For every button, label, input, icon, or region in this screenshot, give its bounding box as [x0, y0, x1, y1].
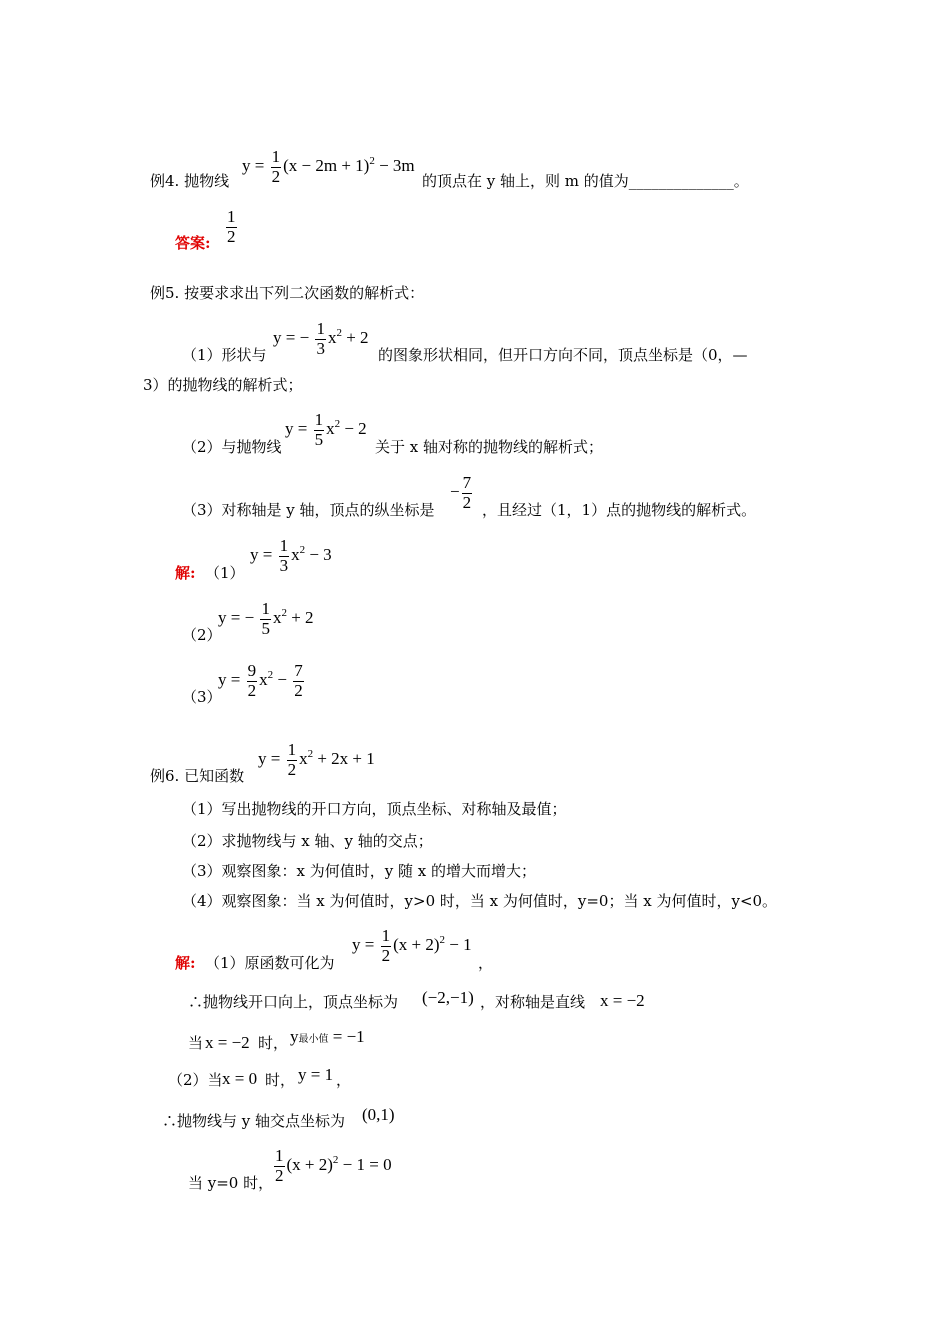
numerator: 1 — [287, 740, 297, 759]
ex4-formula — [242, 148, 415, 186]
ex6-s1-formula — [352, 927, 472, 965]
formula-part: (x + 2) — [286, 1155, 333, 1175]
ex5-sol1-formula — [250, 537, 332, 575]
variable: x — [291, 545, 300, 565]
fraction — [260, 600, 271, 638]
numerator: 1 — [271, 147, 281, 166]
numerator: 1 — [314, 410, 324, 429]
ex6-s5-point: (0,1) — [362, 1105, 395, 1124]
fraction — [279, 537, 290, 575]
formula-tail: − 3m — [374, 156, 415, 176]
numerator: 1 — [275, 1146, 284, 1165]
numerator: 1 — [261, 599, 270, 618]
denominator: 2 — [227, 226, 236, 246]
ex6-s6-prefix: 当 y=0 时， — [188, 1174, 274, 1192]
formula-tail: + 2 — [286, 608, 314, 628]
denominator: 2 — [381, 945, 391, 965]
numerator: 1 — [316, 319, 325, 338]
fraction — [247, 662, 258, 700]
ex6-q3: （3）观察图象：x 为何值时，y 随 x 的增大而增大； — [182, 862, 537, 880]
fraction — [274, 1147, 285, 1185]
variable: y — [290, 1027, 299, 1046]
ex5-q3-formula — [450, 474, 474, 512]
ex5-q1-suffix: 的图象形状相同，但开口方向不同，顶点坐标是（0，— — [378, 346, 748, 364]
exponent: 2 — [267, 669, 274, 682]
formula-tail: + 2 — [341, 328, 369, 348]
fraction — [462, 474, 473, 512]
numerator: 1 — [279, 536, 289, 555]
ex4-suffix: 的顶点在 y 轴上，则 m 的值为______________。 — [422, 172, 749, 190]
fraction — [226, 208, 237, 246]
ex6-s5-prefix: ∴抛物线与 y 轴交点坐标为 — [162, 1112, 346, 1130]
ex5-q1-formula — [273, 320, 369, 358]
formula-tail: = −1 — [328, 1027, 365, 1046]
exponent: 2 — [334, 418, 341, 431]
ex5-sol3-prefix: （3） — [182, 688, 222, 706]
ex6-q1: （1）写出抛物线的开口方向，顶点坐标、对称轴及最值； — [182, 800, 567, 818]
exponent: 2 — [439, 934, 446, 947]
fraction — [315, 320, 326, 358]
ex6-s3-x: x = −2 — [205, 1033, 250, 1052]
ex5-q2-suffix: 关于 x 轴对称的抛物线的解析式； — [375, 438, 603, 456]
formula-lhs: y = — [258, 749, 281, 769]
ex5-sol3-formula — [218, 662, 306, 700]
numerator: 1 — [227, 207, 236, 226]
ex6-s2-mid: ，对称轴是直线 — [480, 993, 586, 1011]
minus-sign: − — [450, 482, 460, 502]
ex6-s4-prefix: （2）当 — [168, 1071, 223, 1089]
subscript: 最小值 — [298, 1034, 329, 1045]
formula-lhs: y = — [250, 545, 273, 565]
formula-tail: − 1 = 0 — [338, 1155, 392, 1175]
exponent: 2 — [369, 155, 375, 168]
variable: x — [326, 419, 335, 439]
ex5-sol1-prefix: （1） — [205, 564, 245, 582]
ex6-s2-vertex: (−2,−1) — [422, 988, 474, 1007]
ex6-s4-x: x = 0 — [222, 1069, 258, 1088]
denominator: 2 — [247, 680, 257, 700]
fraction — [381, 927, 392, 965]
numerator: 7 — [294, 661, 303, 680]
formula-lhs: y = − — [218, 608, 255, 628]
fraction — [314, 411, 325, 449]
formula-tail: + 2x + 1 — [313, 749, 375, 769]
ex5-sol2-formula — [218, 600, 314, 638]
formula-lhs: y = — [285, 419, 308, 439]
ex6-s1-prefix: （1）原函数可化为 — [205, 954, 335, 972]
ex6-prefix: 例6. 已知函数 — [150, 767, 245, 785]
ex5-title: 例5. 按要求求出下列二次函数的解析式： — [150, 284, 425, 302]
ex6-s3-prefix: 当 — [188, 1034, 204, 1052]
denominator: 5 — [314, 429, 324, 449]
formula-lhs: y = — [242, 156, 265, 176]
ex4-answer-label: 答案: — [175, 234, 211, 252]
numerator: 9 — [247, 661, 257, 680]
variable: x — [259, 670, 268, 690]
exponent: 2 — [332, 1154, 339, 1167]
numerator: 1 — [381, 926, 391, 945]
denominator: 5 — [261, 618, 270, 638]
denominator: 2 — [287, 759, 297, 779]
ex6-solution-label: 解: — [175, 954, 196, 972]
exponent: 2 — [281, 607, 287, 620]
denominator: 2 — [294, 680, 303, 700]
denominator: 3 — [279, 555, 289, 575]
formula-part: − — [273, 670, 292, 690]
formula-tail: − 2 — [340, 419, 367, 439]
exponent: 2 — [307, 748, 314, 761]
ex5-q3-prefix: （3）对称轴是 y 轴，顶点的纵坐标是 — [182, 501, 435, 519]
ex6-s4-comma: ， — [336, 1071, 352, 1089]
ex6-s1-comma: ， — [478, 954, 494, 972]
ex6-s3-mid: 时， — [258, 1034, 289, 1052]
formula-part: (x − 2m + 1) — [283, 156, 370, 176]
ex5-q1-line2: 3）的抛物线的解析式； — [143, 376, 303, 394]
numerator: 7 — [462, 473, 472, 492]
ex5-q2-prefix: （2）与抛物线 — [182, 438, 282, 456]
ex6-q2: （2）求抛物线与 x 轴、y 轴的交点； — [182, 832, 433, 850]
formula-part: (x + 2) — [393, 935, 440, 955]
ex6-s2-prefix: ∴抛物线开口向上，顶点坐标为 — [188, 993, 399, 1011]
denominator: 2 — [275, 1165, 284, 1185]
ex6-s6-formula — [272, 1147, 392, 1185]
ex6-formula — [258, 741, 375, 779]
ex6-s3-formula — [290, 1028, 365, 1045]
ex5-sol2-prefix: （2） — [182, 626, 222, 644]
variable: x — [299, 749, 308, 769]
variable: x — [327, 328, 337, 348]
formula-lhs: y = − — [273, 328, 310, 348]
ex6-s4-y: y = 1 — [298, 1065, 334, 1084]
ex4-prefix: 例4. 抛物线 — [150, 172, 230, 190]
ex6-s2-axis: x = −2 — [600, 991, 645, 1010]
ex5-q3-suffix: ，且经过（1，1）点的抛物线的解析式。 — [482, 501, 757, 519]
formula-tail: − 1 — [445, 935, 472, 955]
ex5-solution-label: 解: — [175, 564, 196, 582]
exponent: 2 — [336, 327, 342, 340]
denominator: 2 — [462, 492, 472, 512]
variable: x — [272, 608, 282, 628]
ex6-q4: （4）观察图象：当 x 为何值时，y>0 时，当 x 为何值时，y=0；当 x 为何值时，y<0。 — [182, 892, 778, 910]
ex6-s4-mid: 时， — [265, 1071, 296, 1089]
formula-lhs: y = — [352, 935, 375, 955]
fraction — [287, 741, 298, 779]
exponent: 2 — [299, 544, 306, 557]
denominator: 2 — [271, 166, 281, 186]
fraction — [293, 662, 304, 700]
denominator: 3 — [316, 338, 325, 358]
fraction — [271, 148, 282, 186]
ex5-q2-formula — [285, 411, 367, 449]
ex5-q1-prefix: （1）形状与 — [182, 346, 267, 364]
formula-tail: − 3 — [305, 545, 332, 565]
ex4-answer — [224, 208, 239, 246]
formula-lhs: y = — [218, 670, 241, 690]
